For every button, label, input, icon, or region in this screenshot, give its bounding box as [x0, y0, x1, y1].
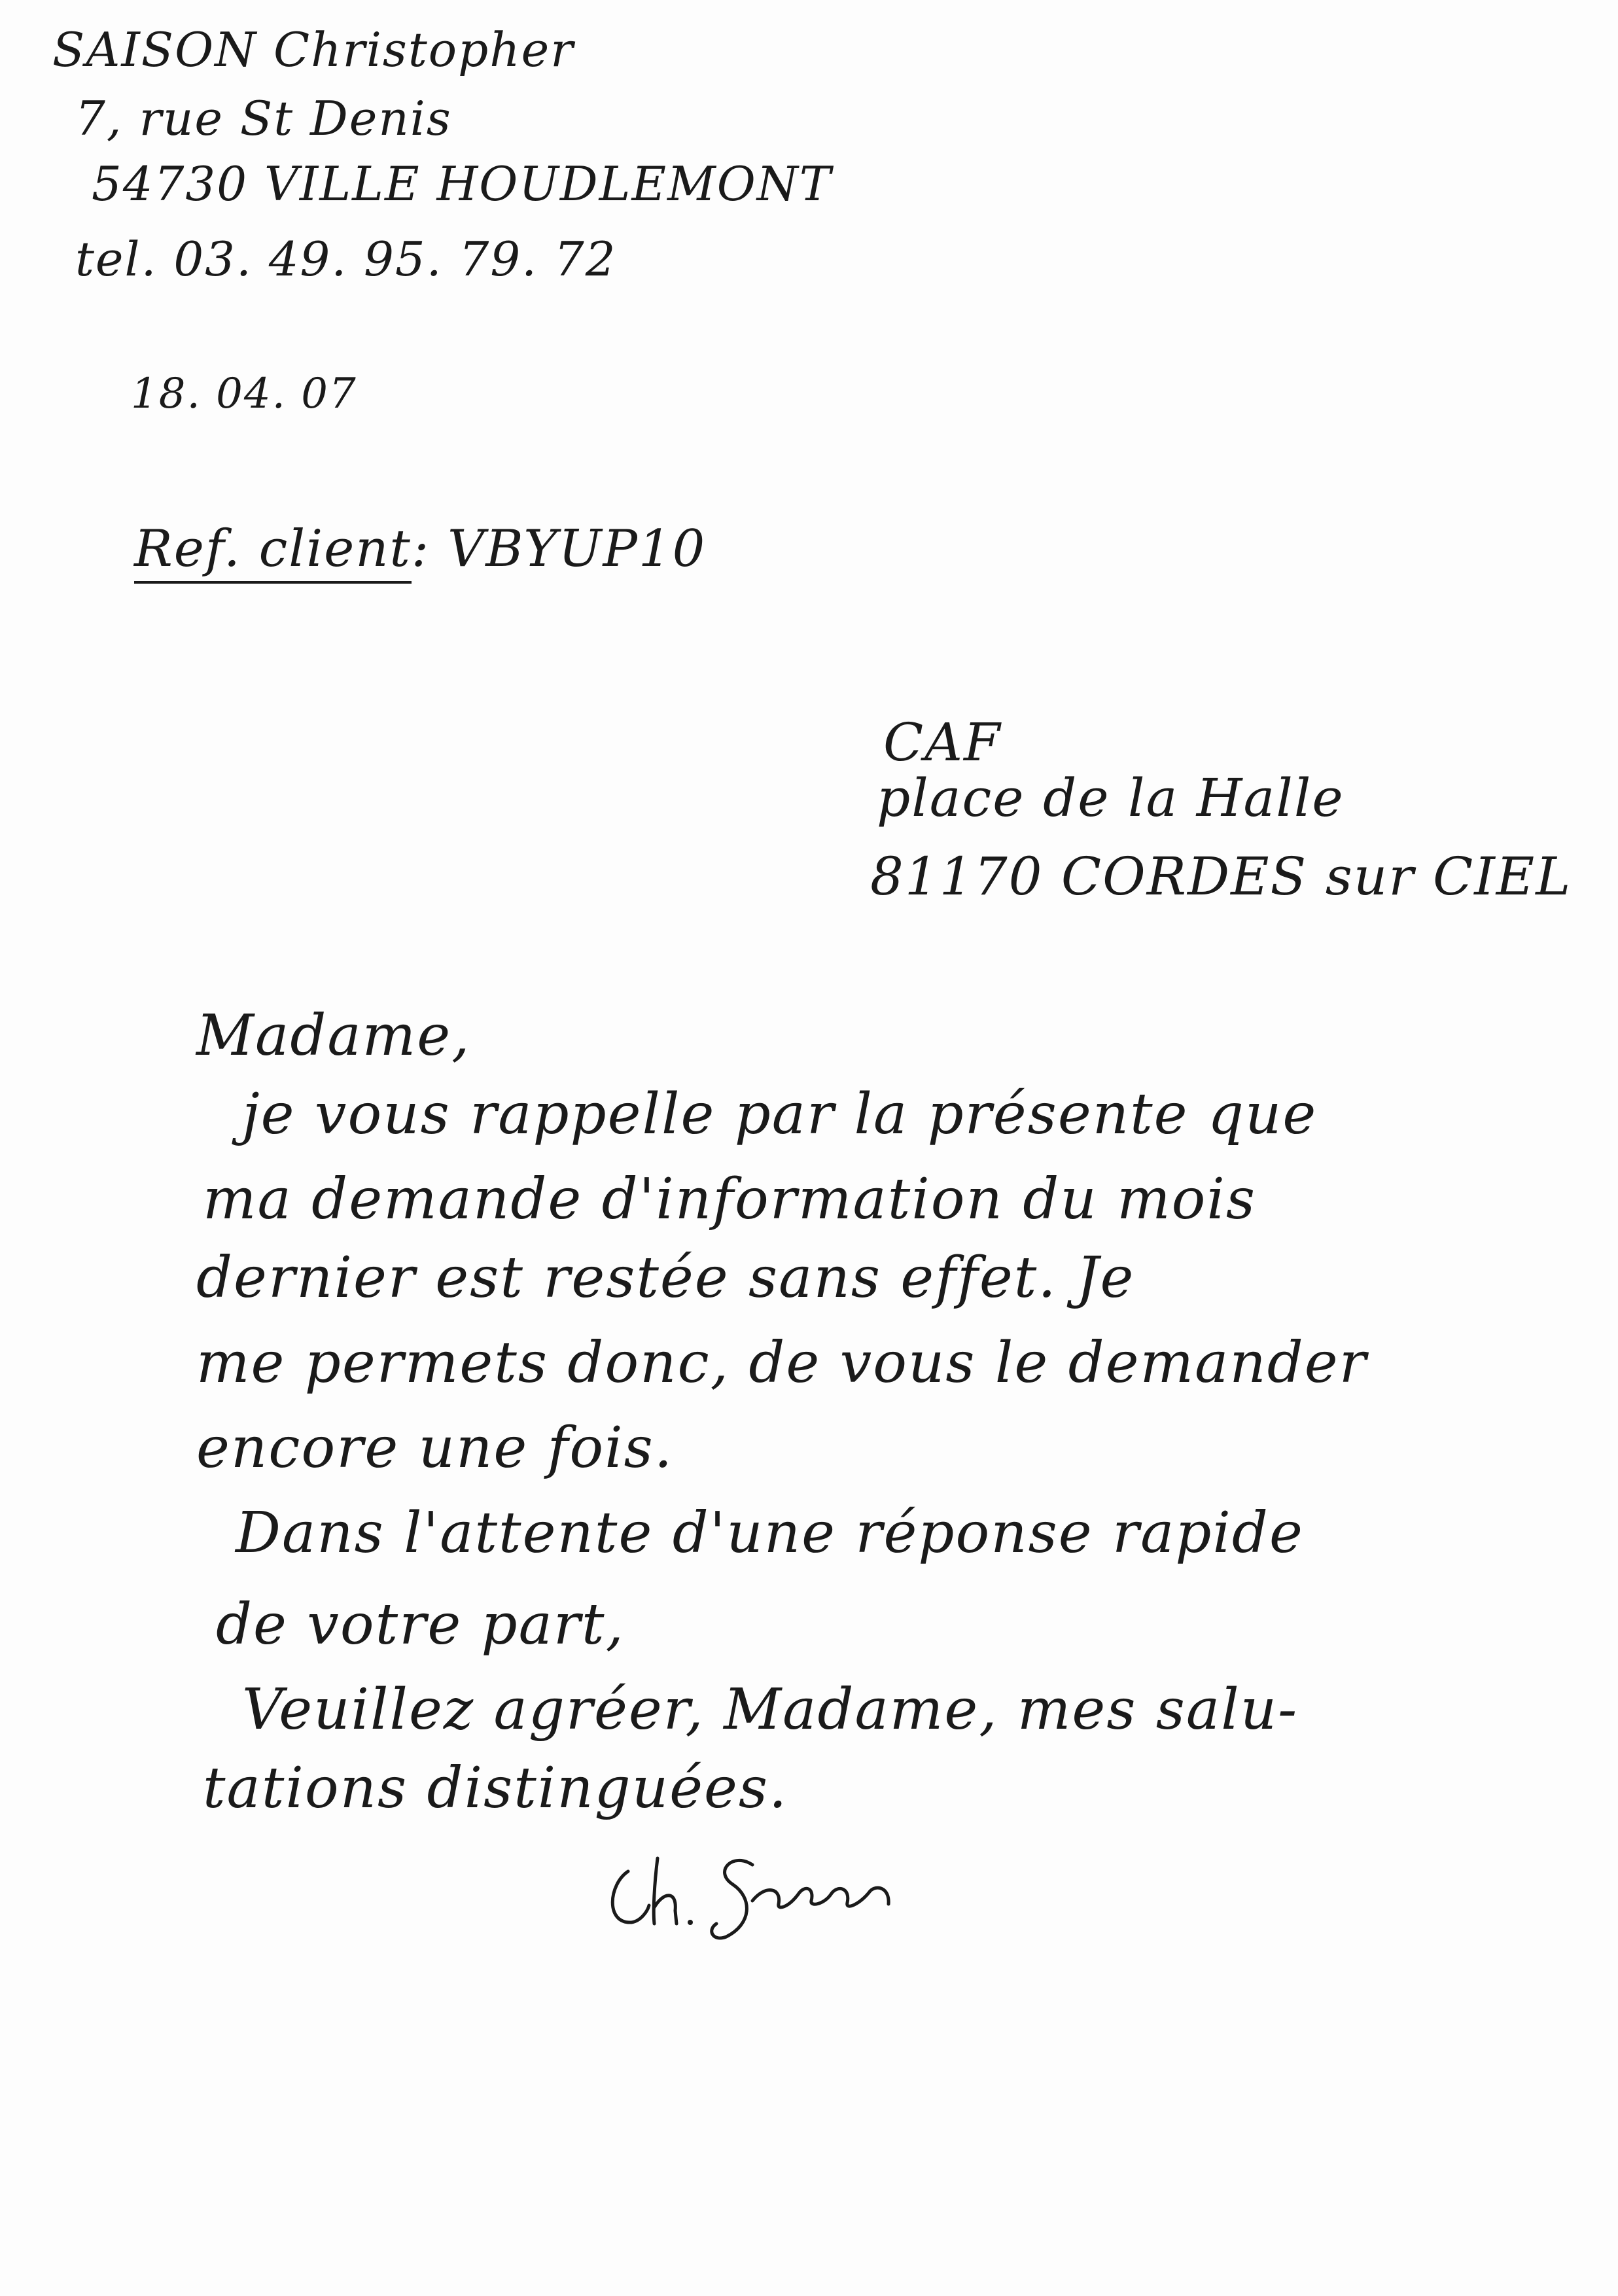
body-line: Dans l'attente d'une réponse rapide [236, 1500, 1304, 1566]
body-line: de votre part, [216, 1592, 625, 1657]
signature-drawing [602, 1845, 916, 1943]
signature [602, 1845, 916, 1943]
sender-city: 54730 VILLE HOUDLEMONT [92, 156, 832, 211]
recipient-street: place de la Halle [877, 768, 1345, 828]
reference-separator: : [411, 520, 431, 578]
letter-date: 18. 04. 07 [131, 370, 357, 418]
body-line: encore une fois. [196, 1415, 674, 1481]
client-reference [134, 520, 707, 578]
sender-phone: tel. 03. 49. 95. 79. 72 [75, 232, 617, 287]
reference-label: Ref. client [134, 520, 412, 584]
recipient-city: 81170 CORDES sur CIEL [870, 846, 1572, 907]
body-line: tations distinguées. [203, 1756, 788, 1821]
body-line: ma demande d'information du mois [203, 1167, 1257, 1232]
reference-value: VBYUP10 [447, 520, 707, 578]
sender-name: SAISON Christopher [52, 22, 574, 77]
body-line: Veuillez agréer, Madame, mes salu- [242, 1677, 1299, 1742]
salutation: Madame, [196, 1003, 471, 1069]
body-line: me permets donc, de vous le demander [196, 1330, 1367, 1396]
body-line: dernier est restée sans effet. Je [196, 1245, 1135, 1311]
sender-street: 7, rue St Denis [75, 91, 452, 146]
body-line: je vous rappelle par la présente que [242, 1082, 1318, 1147]
recipient-org: CAF [883, 712, 1002, 773]
